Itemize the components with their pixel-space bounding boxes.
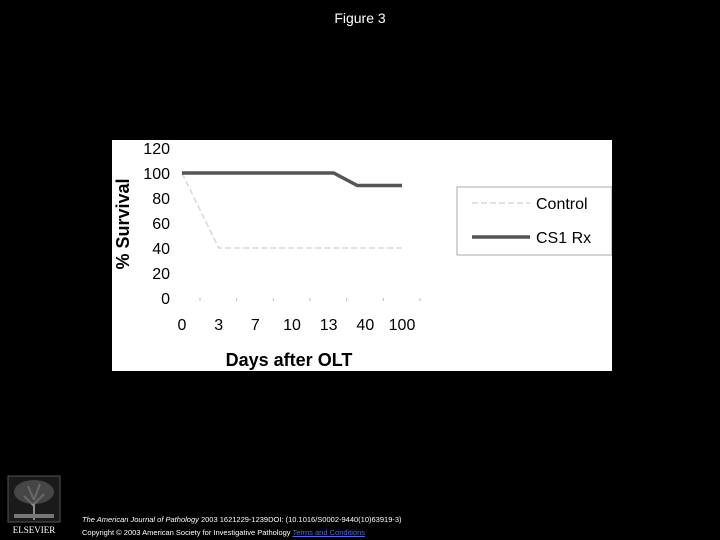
legend xyxy=(457,187,612,255)
x-tick-label: 10 xyxy=(283,317,301,334)
y-tick-label: 0 xyxy=(161,291,170,308)
x-tick-label: 13 xyxy=(319,317,338,334)
x-tick-label: 100 xyxy=(388,317,416,334)
terms-link[interactable]: Terms and Conditions xyxy=(292,528,366,537)
chart-panel xyxy=(112,140,612,371)
survival-chart xyxy=(112,140,612,371)
copyright-line xyxy=(82,528,365,537)
citation-line xyxy=(82,515,402,524)
y-tick-label: 120 xyxy=(143,141,170,158)
x-tick-label: 0 xyxy=(177,317,187,334)
x-tick-label: 7 xyxy=(250,317,260,334)
y-tick-label: 40 xyxy=(152,241,170,258)
y-tick-label: 60 xyxy=(152,216,170,233)
y-axis-label: % Survival xyxy=(113,178,133,270)
y-tick-label: 100 xyxy=(143,166,170,183)
legend-label: Control xyxy=(536,196,588,213)
elsevier-logo xyxy=(6,474,62,536)
citation-details: 2003 1621229-1239DOI: (10.1016/S0002-9440(10)63919-3) xyxy=(198,515,402,524)
x-axis-label: Days after OLT xyxy=(225,350,353,370)
y-tick-label: 80 xyxy=(152,191,170,208)
journal-name: The American Journal of Pathology xyxy=(82,515,199,524)
x-tick-label: 3 xyxy=(214,317,224,334)
legend-label: CS1 Rx xyxy=(536,230,592,247)
elsevier-wordmark: ELSEVIER xyxy=(12,525,56,535)
cs1-series-line xyxy=(182,173,402,186)
x-tick-label: 40 xyxy=(356,317,375,334)
copyright-text: Copyright © 2003 American Society for Investigative Pathology xyxy=(82,528,293,537)
figure-title: Figure 3 xyxy=(334,10,386,26)
y-tick-label: 20 xyxy=(152,266,170,283)
